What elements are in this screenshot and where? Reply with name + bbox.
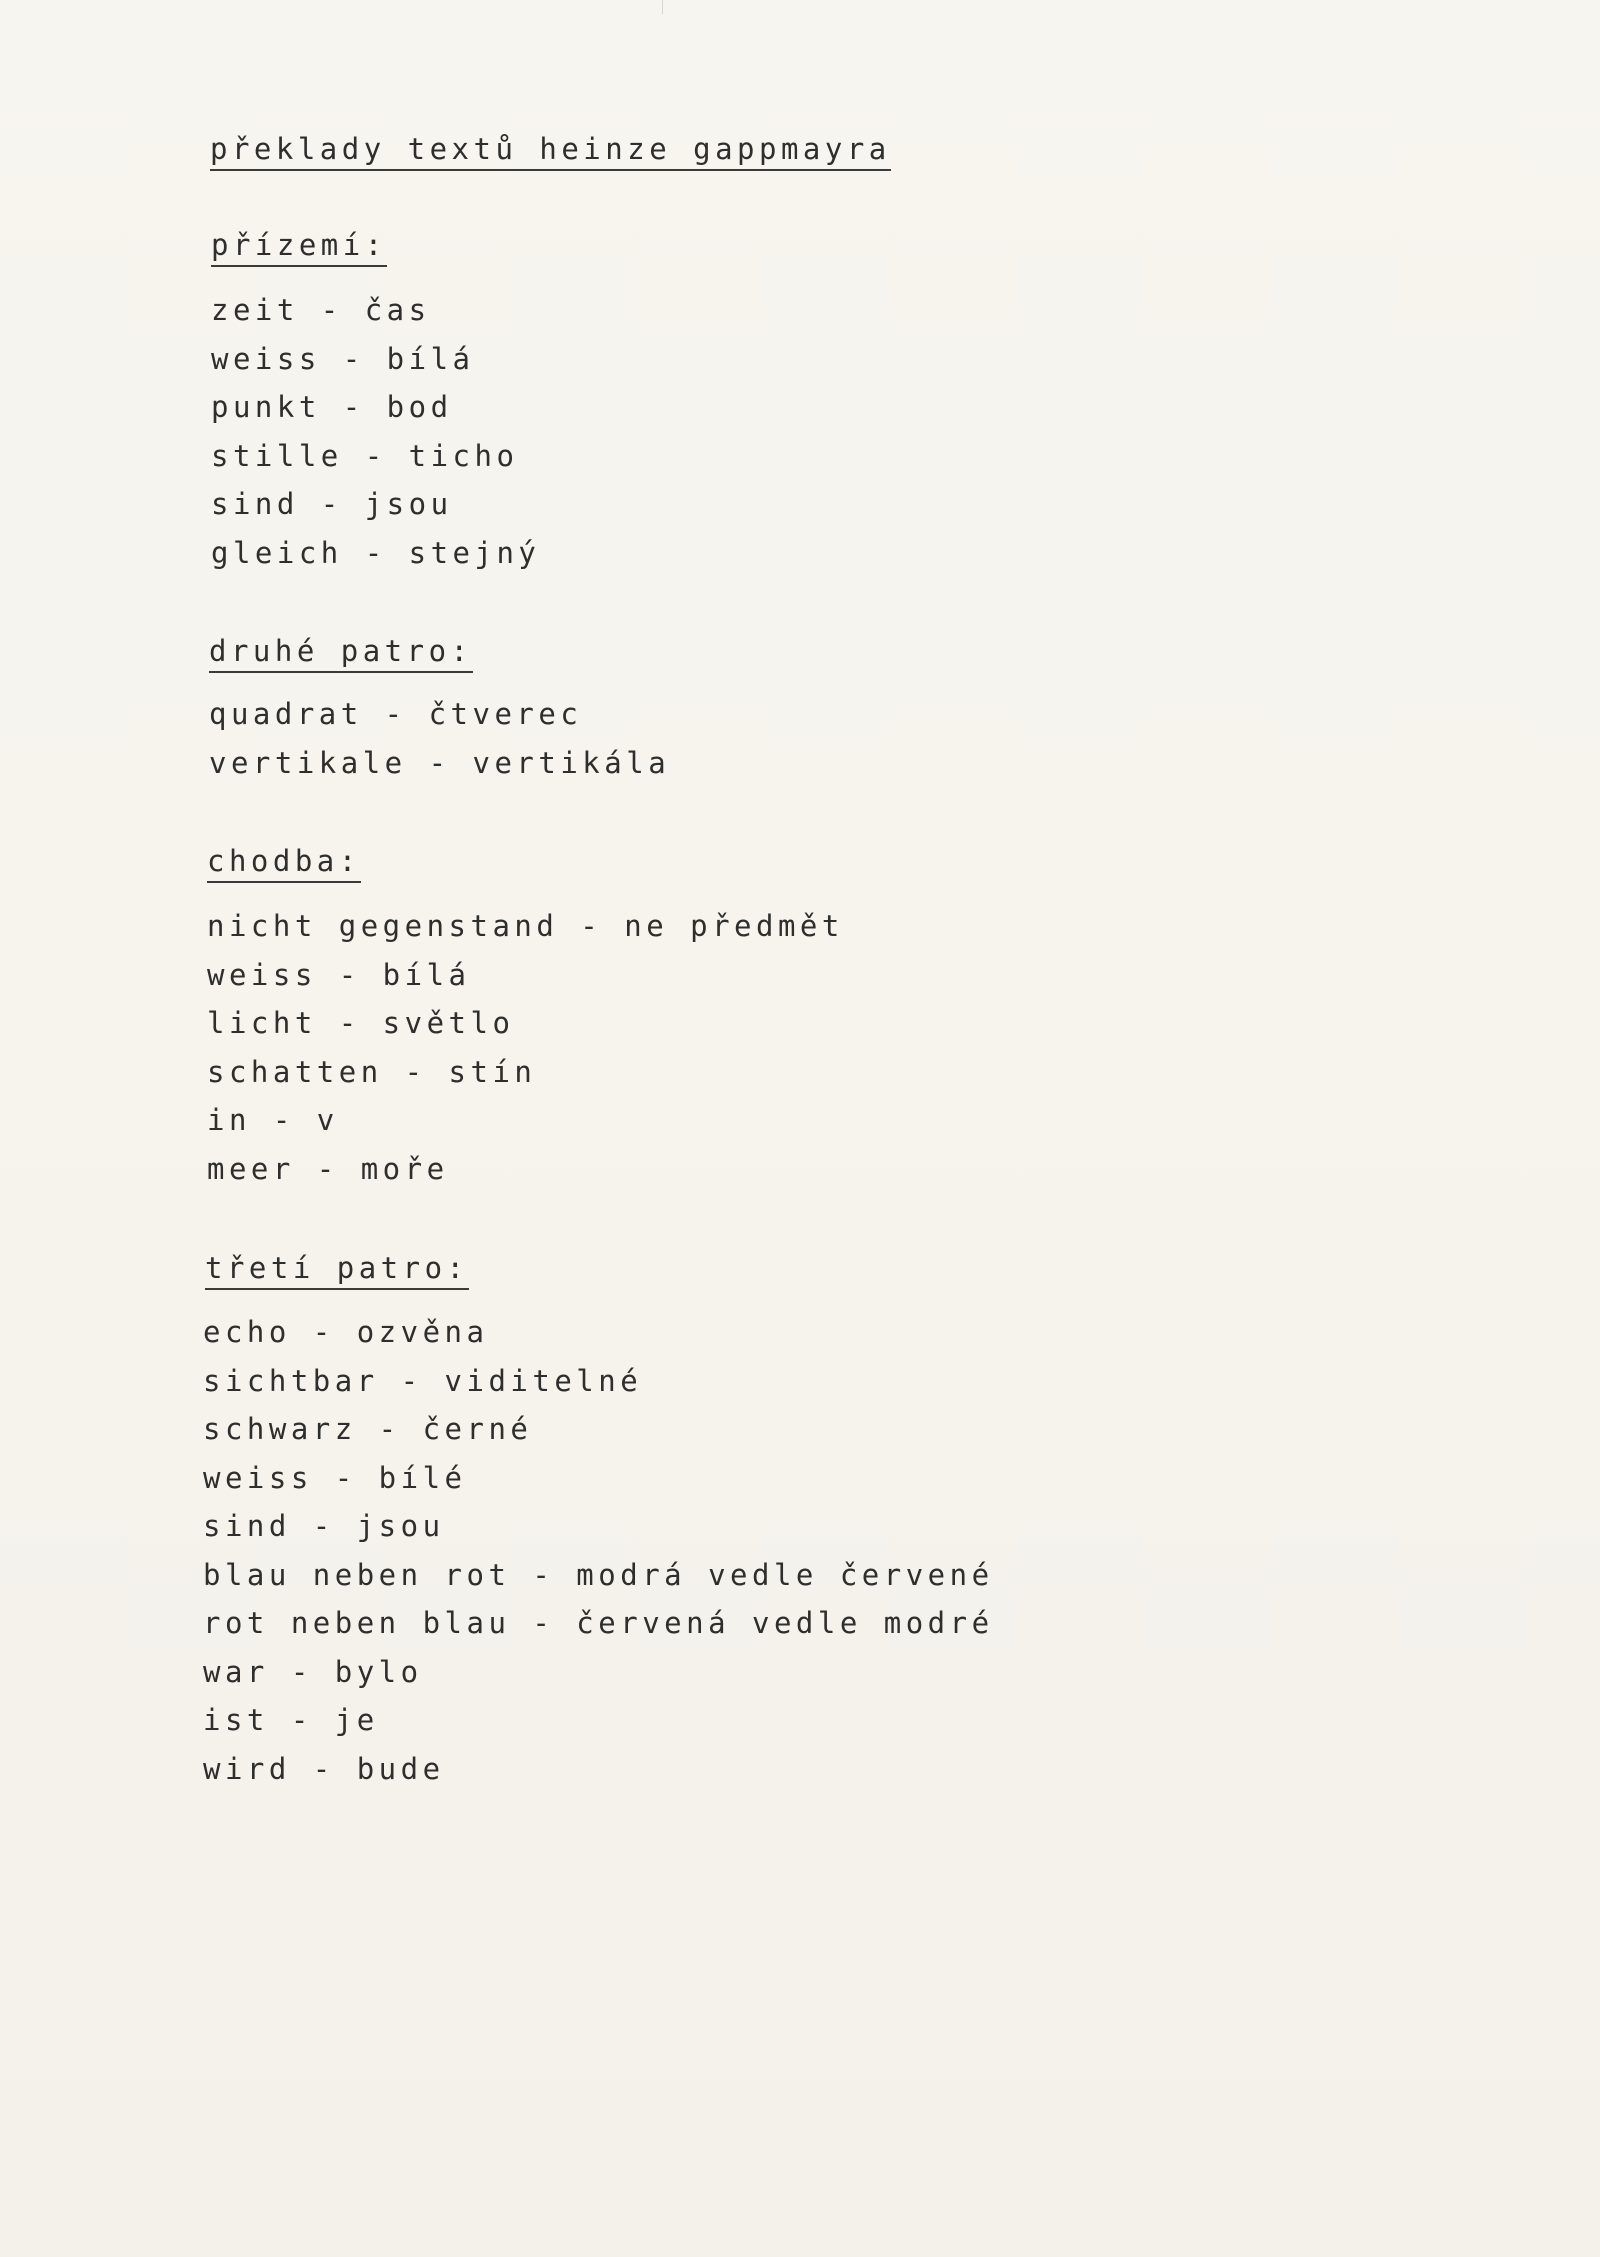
- translation-entry: stille - ticho: [211, 438, 519, 473]
- translation-entry: wird - bude: [203, 1751, 445, 1786]
- translation-entry: weiss - bílá: [207, 957, 471, 992]
- translation-entry: punkt - bod: [211, 390, 453, 424]
- section-heading-text: třetí patro:: [205, 1249, 469, 1290]
- paper-mark: [662, 0, 663, 14]
- translation-entry: schatten - stín: [207, 1054, 537, 1089]
- translation-entry: weiss - bílé: [203, 1460, 467, 1495]
- translation-entry: gleich - stejný: [211, 535, 541, 570]
- section-heading-text: chodba:: [207, 842, 361, 883]
- translation-entry: war - bylo: [203, 1654, 423, 1689]
- translation-entry: licht - světlo: [207, 1006, 515, 1040]
- translation-entry: in - v: [207, 1103, 339, 1137]
- translation-entry: blau neben rot - modrá vedle červené: [203, 1557, 994, 1592]
- section-heading-prizemi: [211, 226, 387, 267]
- section-heading-text: druhé patro:: [209, 632, 473, 673]
- translation-list-chodba: [207, 902, 844, 1193]
- translation-list-treti-patro: [203, 1308, 994, 1793]
- translation-entry: meer - moře: [207, 1151, 449, 1186]
- translation-list-prizemi: [211, 286, 540, 577]
- section-heading-treti-patro: [205, 1249, 469, 1290]
- translation-entry: sichtbar - viditelné: [203, 1363, 643, 1398]
- translation-entry: quadrat - čtverec: [209, 697, 583, 731]
- document-title-text: překlady textů heinze gappmayra: [210, 130, 891, 171]
- section-heading-chodba: [207, 842, 361, 883]
- translation-entry: weiss - bílá: [211, 341, 475, 376]
- translation-entry: vertikale - vertikála: [209, 745, 671, 780]
- translation-entry: sind - jsou: [211, 487, 453, 521]
- translation-entry: sind - jsou: [203, 1509, 445, 1543]
- translation-list-druhe-patro: [209, 690, 670, 787]
- translation-entry: nicht gegenstand - ne předmět: [207, 909, 844, 943]
- translation-entry: ist - je: [203, 1703, 379, 1737]
- translation-entry: rot neben blau - červená vedle modré: [203, 1606, 994, 1640]
- section-heading-text: přízemí:: [211, 226, 387, 267]
- translation-entry: echo - ozvěna: [203, 1315, 489, 1349]
- document-title: [210, 130, 891, 171]
- translation-entry: zeit - čas: [211, 293, 431, 327]
- section-heading-druhe-patro: [209, 632, 473, 673]
- translation-entry: schwarz - černé: [203, 1412, 533, 1446]
